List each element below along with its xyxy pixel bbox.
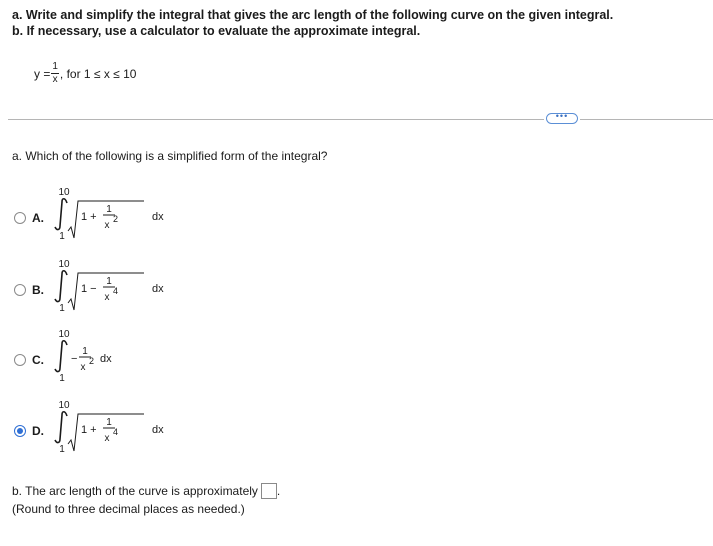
- fraction-exponent: 2: [113, 214, 119, 224]
- option-a-label: A.: [32, 211, 44, 225]
- integrand-lead: 1 −: [81, 283, 97, 295]
- option-c-label: C.: [32, 353, 44, 367]
- curve-definition: [34, 62, 136, 85]
- question-b-prompt: b. The arc length of the curve is approximately: [12, 484, 258, 498]
- option-d-radio[interactable]: [14, 425, 26, 437]
- fraction-numerator: 1: [106, 204, 112, 215]
- differential: dx: [152, 211, 164, 223]
- lower-limit: 1: [59, 444, 65, 455]
- instruction-part-b: b. If necessary, use a calculator to evaluate the approximate integral.: [12, 24, 421, 38]
- fraction-numerator: 1: [82, 346, 88, 357]
- question-b-end: .: [276, 484, 281, 498]
- fraction-exponent: 4: [113, 286, 119, 296]
- integrand-lead: 1 +: [81, 211, 97, 223]
- more-options-button[interactable]: [546, 113, 578, 124]
- question-a-prompt: a. Which of the following is a simplified form of the integral?: [12, 149, 328, 163]
- option-d[interactable]: [0, 397, 713, 467]
- curve-condition: , for 1 ≤ x ≤ 10: [59, 66, 137, 81]
- lower-limit: 1: [59, 231, 65, 242]
- option-b-integral: [50, 256, 190, 326]
- option-d-label: D.: [32, 424, 44, 438]
- arc-length-answer-input[interactable]: [261, 483, 277, 499]
- option-d-integral: [50, 397, 190, 467]
- integral-sign-icon: [55, 412, 67, 443]
- fraction-numerator: 1: [106, 417, 112, 428]
- option-b[interactable]: [0, 256, 713, 326]
- option-c[interactable]: [0, 326, 713, 396]
- upper-limit: 10: [58, 400, 70, 411]
- option-b-radio[interactable]: [14, 284, 26, 296]
- fraction-exponent: 2: [89, 356, 95, 366]
- upper-limit: 10: [58, 259, 70, 270]
- integrand-lead: −: [71, 353, 78, 365]
- upper-limit: 10: [58, 187, 70, 198]
- integral-sign-icon: [55, 199, 67, 230]
- lower-limit: 1: [59, 303, 65, 314]
- fraction-numerator: 1: [106, 276, 112, 287]
- option-a-integral: [50, 184, 190, 254]
- integrand-lead: 1 +: [81, 424, 97, 436]
- section-divider-right: [580, 119, 713, 120]
- option-a[interactable]: [0, 184, 713, 254]
- option-b-label: B.: [32, 283, 44, 297]
- curve-lhs: y =: [34, 66, 51, 81]
- option-a-radio[interactable]: [14, 212, 26, 224]
- integral-sign-icon: [55, 271, 67, 302]
- fraction-base: x: [104, 220, 110, 231]
- differential: dx: [152, 424, 164, 436]
- lower-limit: 1: [59, 373, 65, 384]
- differential: dx: [100, 353, 112, 365]
- question-b-row: [12, 483, 280, 499]
- rounding-note: (Round to three decimal places as needed.): [12, 502, 245, 516]
- upper-limit: 10: [58, 329, 70, 340]
- curve-denominator: x: [52, 74, 58, 85]
- instruction-part-a: a. Write and simplify the integral that gives the arc length of the following curve on the given integral.: [12, 8, 614, 22]
- curve-numerator: 1: [52, 61, 58, 72]
- fraction-base: x: [104, 433, 110, 444]
- fraction-exponent: 4: [113, 427, 119, 437]
- option-c-integral: [50, 326, 190, 396]
- option-c-radio[interactable]: [14, 354, 26, 366]
- section-divider: [8, 119, 544, 120]
- integral-sign-icon: [55, 341, 67, 372]
- fraction-base: x: [104, 292, 110, 303]
- differential: dx: [152, 283, 164, 295]
- fraction-base: x: [80, 362, 86, 373]
- curve-fraction: [51, 62, 59, 85]
- ellipsis-icon: •••: [555, 111, 569, 121]
